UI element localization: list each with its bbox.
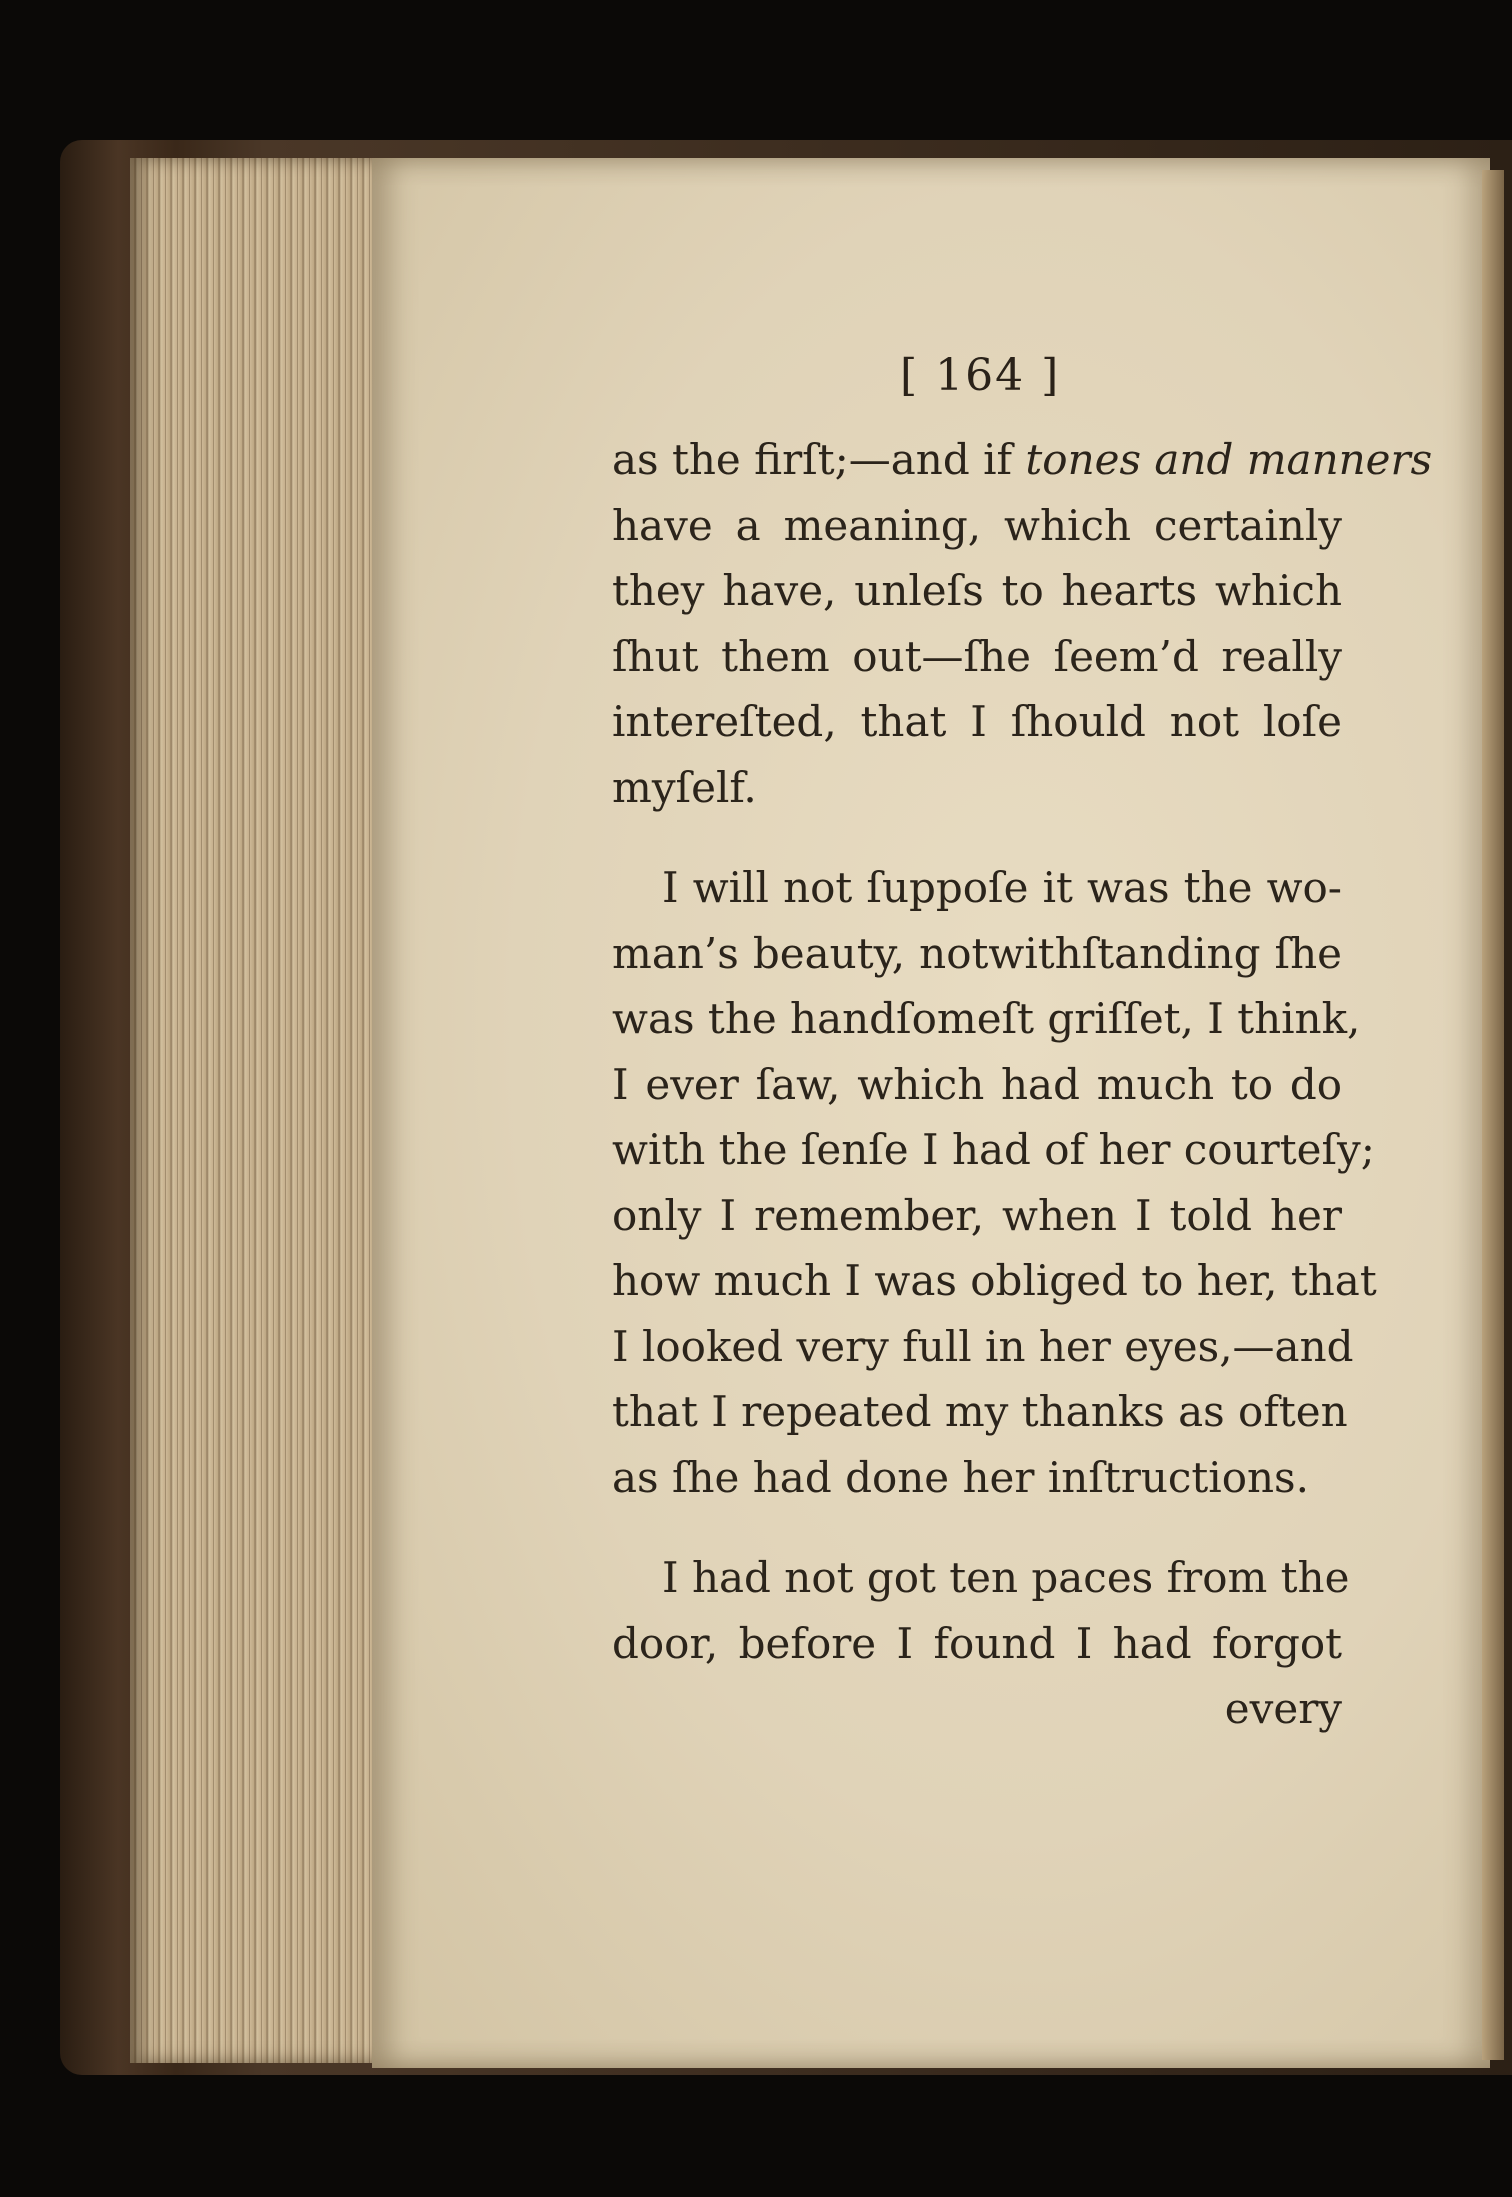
text-line: [612, 427, 1433, 493]
text-line: that I repeated my thanks as often: [612, 1387, 1348, 1436]
text-line: man’s beauty, notwithſtanding ſhe: [612, 928, 1342, 978]
page-edges: [130, 158, 380, 2063]
text-line: was the handſomeſt griſſet, I think,: [612, 994, 1361, 1043]
text-line: intereſted, that I ſhould not loſe: [612, 697, 1342, 746]
text-line: door, before I found I had forgot: [612, 1618, 1342, 1668]
text-line: only I remember, when I told her: [612, 1190, 1342, 1240]
text-line: with the ſenſe I had of her courteſy;: [612, 1125, 1375, 1174]
text-line: as ſhe had done her inſtructions.: [612, 1452, 1309, 1502]
text-line: have a meaning, which certainly: [612, 500, 1342, 550]
text-line: how much I was obliged to her, that: [612, 1256, 1377, 1305]
text-line: myſelf.: [612, 762, 757, 812]
text-line: I ever ſaw, which had much to do: [612, 1059, 1342, 1109]
paragraph-gap: [612, 1510, 1342, 1545]
facing-page-edge: [1482, 170, 1504, 2060]
text-line: I looked very full in her eyes,—and: [612, 1321, 1354, 1371]
text-line: ſhut them out—ſhe ſeem’d really: [612, 631, 1342, 681]
paragraph-gap: [612, 820, 1342, 855]
text-line-plain: as the firſt;—and if: [612, 435, 1026, 484]
text-line: they have, unleſs to hearts which: [612, 566, 1342, 615]
text-line-italic: tones and manners: [1025, 435, 1433, 484]
text-line: I will not ſuppoſe it was the wo-: [662, 863, 1342, 912]
page-number: [ 164 ]: [900, 350, 1061, 401]
catchword: every: [1224, 1684, 1342, 1733]
page-text: [612, 427, 1433, 1742]
text-line: I had not got ten paces from the: [662, 1553, 1350, 1602]
